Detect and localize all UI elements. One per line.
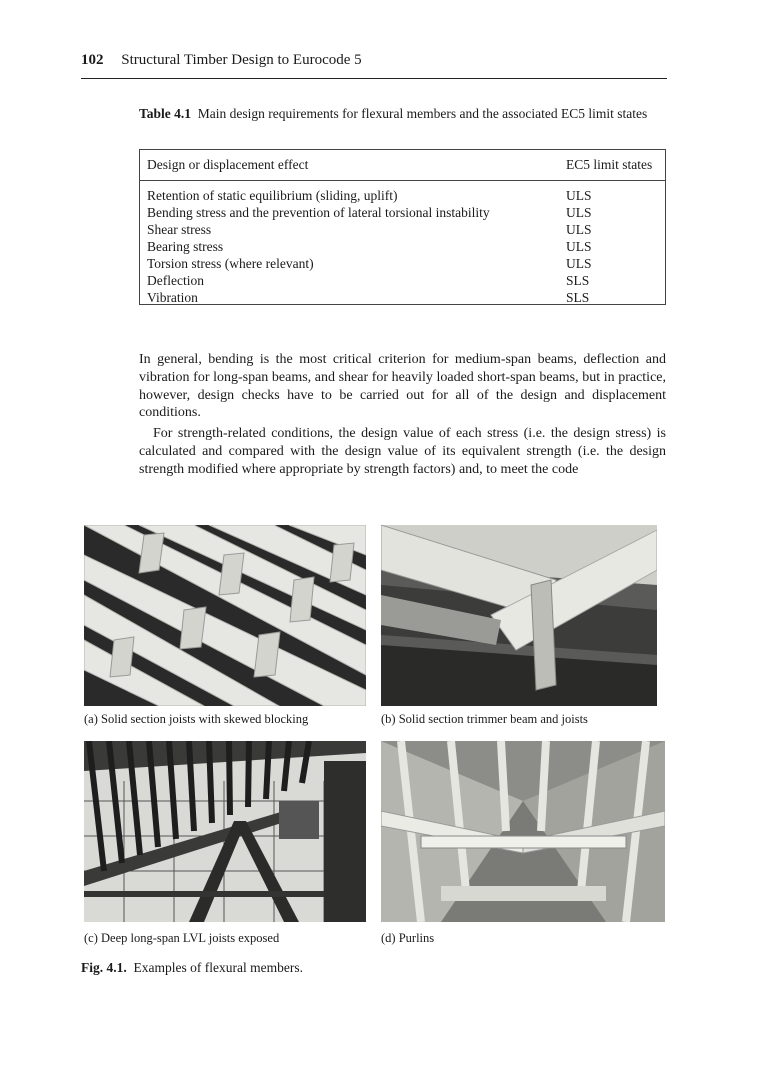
table-cell-limit-state: ULS — [566, 239, 592, 254]
table-row — [140, 222, 665, 239]
table-cell-limit-state: ULS — [566, 256, 592, 271]
body-paragraph: In general, bending is the most critical criterion for medium-span beams, deflection and vibration for long-span beams, and shear for heavily loaded short-span beams, but in practice, however, design checks have to be carried out for all of the design and displacement conditions. — [139, 352, 666, 421]
table-cell-effect: Shear stress — [147, 222, 212, 237]
table-cell-effect: Bearing stress — [147, 239, 224, 254]
limit-states-table — [139, 149, 666, 305]
photo-trimmer-beam — [381, 525, 657, 706]
page-number: 102 — [81, 52, 104, 68]
table-row — [140, 256, 665, 273]
table-cell-limit-state: ULS — [566, 188, 592, 203]
table-cell-effect: Torsion stress (where relevant) — [147, 256, 314, 271]
table-row — [140, 290, 665, 307]
table-row — [140, 239, 665, 256]
table-cell-effect: Bending stress and the prevention of lateral torsional instability — [147, 205, 490, 220]
table-label: Table 4.1 — [139, 106, 192, 121]
table-cell-effect: Deflection — [147, 273, 204, 288]
panel-caption-c: (c) Deep long-span LVL joists exposed — [84, 931, 280, 945]
panel-caption-a: (a) Solid section joists with skewed blocking — [84, 712, 309, 726]
body-paragraph: For strength-related conditions, the design value of each stress (i.e. the design stress) is calculated and compared with the design value of its equivalent strength (i.e. the design strength modified where appropriate by strength factors) and, to meet the code — [139, 426, 666, 477]
panel-caption-b: (b) Solid section trimmer beam and joists — [381, 712, 588, 726]
table-header-row — [140, 150, 665, 181]
table-caption — [139, 105, 659, 122]
table-cell-effect: Vibration — [147, 290, 198, 305]
photo-solid-joists — [84, 525, 366, 706]
figure-caption — [81, 960, 303, 976]
figure-caption-text: Examples of flexural members. — [133, 960, 303, 975]
table-row — [140, 188, 665, 205]
figure-label: Fig. 4.1. — [81, 960, 127, 975]
photo-purlins — [381, 741, 665, 922]
running-header — [81, 52, 667, 79]
table-header-limit-state: EC5 limit states — [566, 157, 653, 172]
table-cell-limit-state: SLS — [566, 290, 590, 305]
photo-lvl-joists — [84, 741, 366, 922]
table-cell-effect: Retention of static equilibrium (sliding, uplift) — [147, 188, 398, 203]
table-cell-limit-state: ULS — [566, 222, 592, 237]
table-header-effect: Design or displacement effect — [147, 157, 309, 172]
table-caption-text: Main design requirements for flexural members and the associated EC5 limit states — [197, 106, 648, 121]
table-cell-limit-state: SLS — [566, 273, 590, 288]
running-title: Structural Timber Design to Eurocode 5 — [121, 52, 362, 68]
table-row — [140, 205, 665, 222]
table-row — [140, 273, 665, 290]
panel-caption-d: (d) Purlins — [381, 931, 435, 945]
table-cell-limit-state: ULS — [566, 205, 592, 220]
